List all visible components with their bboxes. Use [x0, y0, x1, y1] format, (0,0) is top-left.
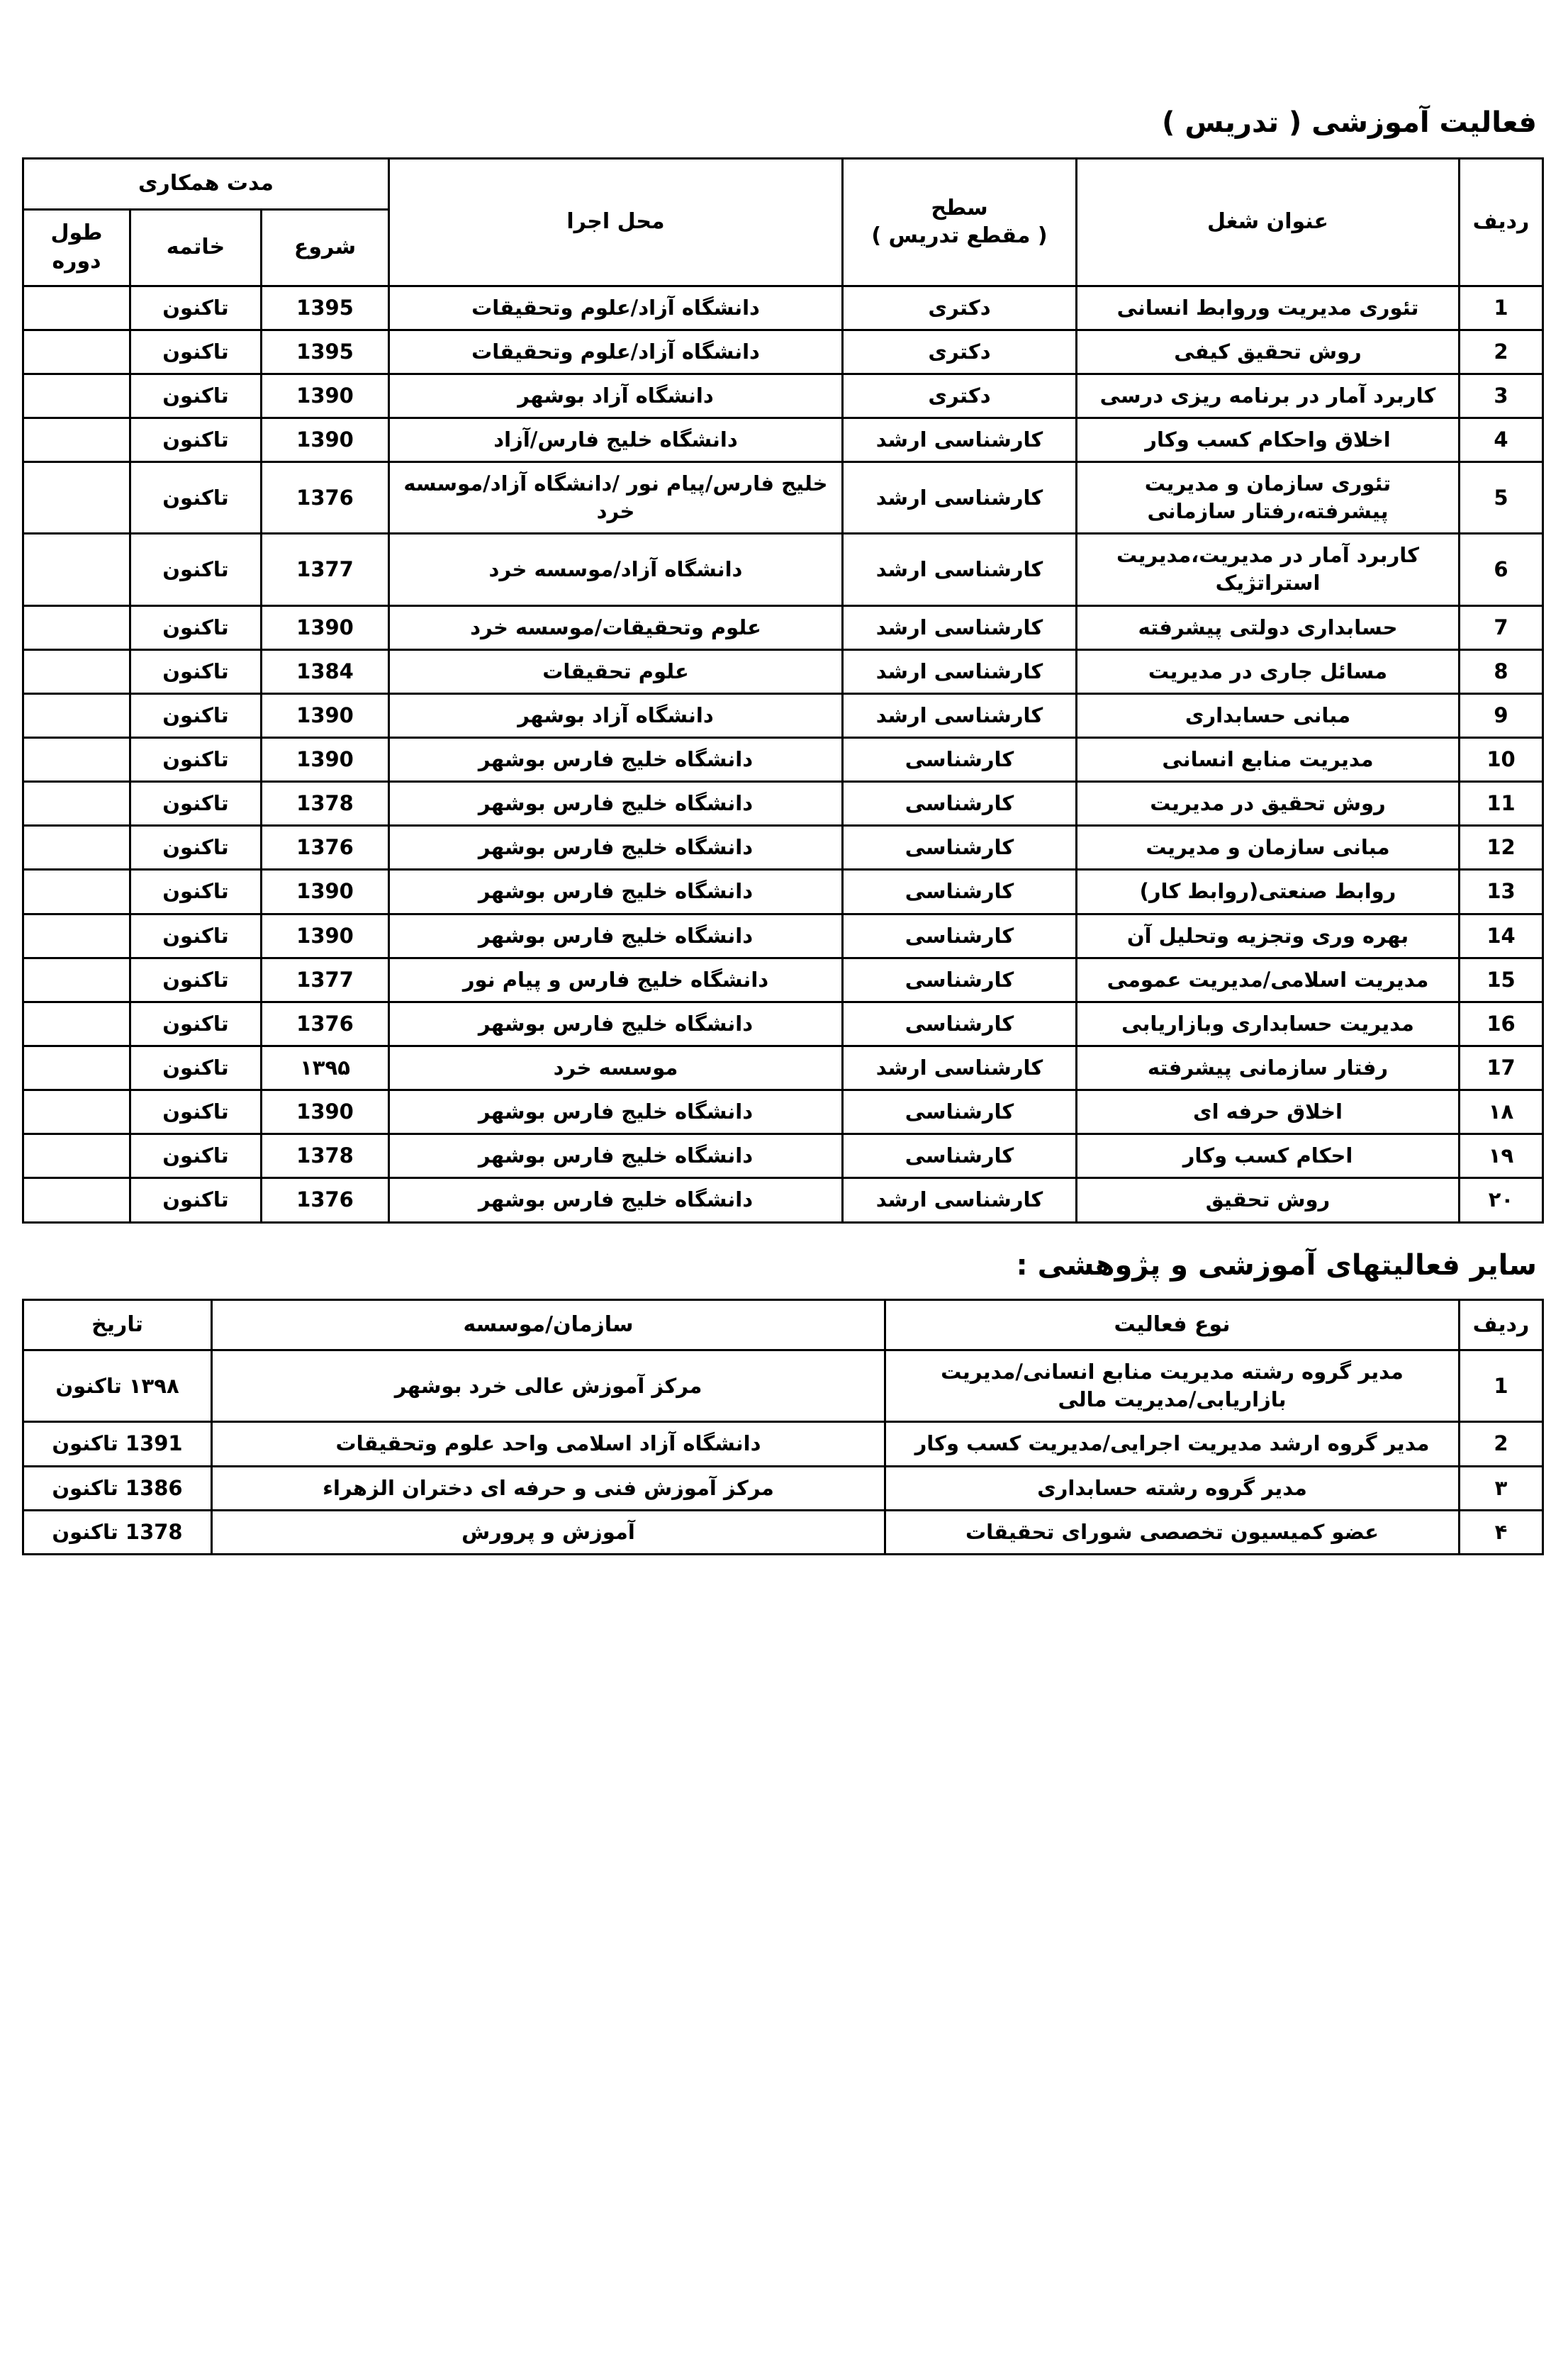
table-row	[23, 374, 1542, 418]
table-row	[23, 1466, 1543, 1510]
table-row	[23, 1350, 1543, 1422]
cell-radif: 12	[1460, 826, 1543, 870]
cell-place: دانشگاه آزاد/موسسه خرد	[389, 534, 843, 605]
cell-duration	[23, 418, 130, 461]
cell-job-title: روش تحقیق کیفی	[1077, 330, 1460, 374]
cell-level: کارشناسی	[843, 870, 1077, 914]
cell-date: 1386 تاکنون	[23, 1466, 212, 1510]
cell-job-title: مبانی سازمان و مدیریت	[1077, 826, 1460, 870]
cell-radif: 16	[1460, 1002, 1543, 1046]
cell-radif: 5	[1460, 462, 1543, 534]
cell-start: 1390	[262, 1090, 389, 1134]
cell-job-title: روش تحقیق	[1077, 1178, 1460, 1222]
cell-end: تاکنون	[130, 462, 262, 534]
table-row	[23, 738, 1542, 782]
cell-place: دانشگاه خلیج فارس بوشهر	[389, 1090, 843, 1134]
cell-job-title: مدیریت حسابداری وبازاریابی	[1077, 1002, 1460, 1046]
header-activity-type: نوع فعالیت	[885, 1299, 1460, 1350]
cell-radif: 13	[1460, 870, 1543, 914]
cell-duration	[23, 826, 130, 870]
cell-level: کارشناسی ارشد	[843, 1046, 1077, 1090]
cell-place: خلیج فارس/پیام نور /دانشگاه آزاد/موسسه خرد	[389, 462, 843, 534]
table-row	[23, 870, 1542, 914]
cell-start: 1376	[262, 462, 389, 534]
cell-radif: 9	[1460, 693, 1543, 737]
cell-job-title: روابط صنعتی(روابط کار)	[1077, 870, 1460, 914]
cell-start: 1390	[262, 870, 389, 914]
cell-duration	[23, 1002, 130, 1046]
cell-place: دانشگاه آزاد/علوم وتحقیقات	[389, 286, 843, 330]
cell-duration	[23, 693, 130, 737]
table-row	[23, 605, 1542, 649]
header-place: محل اجرا	[389, 159, 843, 286]
cell-duration	[23, 1178, 130, 1222]
header-level	[843, 159, 1077, 286]
other-activities-section-title: سایر فعالیتهای آموزشی و پژوهشی :	[1016, 1248, 1537, 1282]
cell-job-title: احکام کسب وکار	[1077, 1134, 1460, 1178]
table-row	[23, 826, 1542, 870]
cell-level: کارشناسی	[843, 826, 1077, 870]
cell-end: تاکنون	[130, 870, 262, 914]
cell-organization: دانشگاه آزاد اسلامی واحد علوم وتحقیقات	[212, 1422, 885, 1466]
header-job-title: عنوان شغل	[1077, 159, 1460, 286]
other-activities-table	[22, 1299, 1544, 1555]
cell-end: تاکنون	[130, 649, 262, 693]
cell-duration	[23, 605, 130, 649]
cell-end: تاکنون	[130, 826, 262, 870]
cell-radif: 11	[1460, 782, 1543, 826]
table-header-row-top	[23, 159, 1542, 210]
table-row	[23, 534, 1542, 605]
cell-start: 1390	[262, 914, 389, 958]
cell-start: 1378	[262, 782, 389, 826]
header-organization: سازمان/موسسه	[212, 1299, 885, 1350]
cell-job-title: مبانی حسابداری	[1077, 693, 1460, 737]
cell-start: 1390	[262, 738, 389, 782]
cell-place: علوم تحقیقات	[389, 649, 843, 693]
cell-start: 1378	[262, 1134, 389, 1178]
cell-place: دانشگاه خلیج فارس بوشهر	[389, 870, 843, 914]
cell-end: تاکنون	[130, 1134, 262, 1178]
cell-job-title: رفتار سازمانی پیشرفته	[1077, 1046, 1460, 1090]
cell-duration	[23, 330, 130, 374]
cell-duration	[23, 286, 130, 330]
cell-job-title: تئوری مدیریت وروابط انسانی	[1077, 286, 1460, 330]
other-table-body	[23, 1350, 1543, 1555]
cell-activity-type: عضو کمیسیون تخصصی شورای تحقیقات	[885, 1510, 1460, 1554]
cell-radif: 1	[1460, 1350, 1543, 1422]
cell-start: ۱۳۹۵	[262, 1046, 389, 1090]
cell-end: تاکنون	[130, 605, 262, 649]
teaching-activity-table	[22, 157, 1544, 1224]
cell-place: دانشگاه خلیج فارس بوشهر	[389, 782, 843, 826]
cell-job-title: مدیریت منابع انسانی	[1077, 738, 1460, 782]
cell-level: کارشناسی ارشد	[843, 534, 1077, 605]
cell-level: دکتری	[843, 374, 1077, 418]
cell-place: دانشگاه خلیج فارس بوشهر	[389, 738, 843, 782]
cell-job-title: اخلاق حرفه ای	[1077, 1090, 1460, 1134]
cell-level: کارشناسی ارشد	[843, 649, 1077, 693]
cell-start: 1376	[262, 826, 389, 870]
cell-end: تاکنون	[130, 286, 262, 330]
cell-radif: 14	[1460, 914, 1543, 958]
cell-level: کارشناسی	[843, 958, 1077, 1002]
table-row	[23, 1510, 1543, 1554]
cell-start: 1377	[262, 958, 389, 1002]
cell-start: 1376	[262, 1178, 389, 1222]
cell-duration	[23, 738, 130, 782]
cell-end: تاکنون	[130, 374, 262, 418]
table-row	[23, 1002, 1542, 1046]
cell-level: کارشناسی ارشد	[843, 1178, 1077, 1222]
cell-start: 1395	[262, 286, 389, 330]
cell-level: کارشناسی	[843, 782, 1077, 826]
cell-duration	[23, 870, 130, 914]
table-row	[23, 1134, 1542, 1178]
cell-radif: ۴	[1460, 1510, 1543, 1554]
cell-level: کارشناسی	[843, 738, 1077, 782]
cell-duration	[23, 958, 130, 1002]
cell-level: کارشناسی ارشد	[843, 462, 1077, 534]
cell-organization: آموزش و پرورش	[212, 1510, 885, 1554]
header-level-line2: ( مقطع تدریس )	[871, 223, 1048, 249]
cell-activity-type: مدیر گروه ارشد مدیریت اجرایی/مدیریت کسب وکار	[885, 1422, 1460, 1466]
cell-job-title: کاربرد آمار در برنامه ریزی درسی	[1077, 374, 1460, 418]
cell-start: 1384	[262, 649, 389, 693]
cell-job-title: حسابداری دولتی پیشرفته	[1077, 605, 1460, 649]
cell-place: دانشگاه خلیج فارس/آزاد	[389, 418, 843, 461]
cell-duration	[23, 374, 130, 418]
cell-radif: 2	[1460, 330, 1543, 374]
cell-level: کارشناسی ارشد	[843, 693, 1077, 737]
table-row	[23, 1178, 1542, 1222]
cell-organization: مرکز آموزش فنی و حرفه ای دختران الزهراء	[212, 1466, 885, 1510]
cell-duration	[23, 1090, 130, 1134]
cell-end: تاکنون	[130, 1178, 262, 1222]
cell-job-title: اخلاق واحکام کسب وکار	[1077, 418, 1460, 461]
header-duration: طول دوره	[23, 209, 130, 286]
cell-date: ۱۳۹۸ تاکنون	[23, 1350, 212, 1422]
cell-radif: 1	[1460, 286, 1543, 330]
cell-duration	[23, 1134, 130, 1178]
table-row	[23, 330, 1542, 374]
cell-place: دانشگاه آزاد/علوم وتحقیقات	[389, 330, 843, 374]
cell-start: 1390	[262, 418, 389, 461]
cell-radif: 6	[1460, 534, 1543, 605]
cell-radif: 17	[1460, 1046, 1543, 1090]
header-level-line1: سطح	[931, 196, 988, 221]
cell-radif: 7	[1460, 605, 1543, 649]
header-radif-other: ردیف	[1460, 1299, 1543, 1350]
cell-radif: 2	[1460, 1422, 1543, 1466]
cell-end: تاکنون	[130, 1046, 262, 1090]
cell-end: تاکنون	[130, 418, 262, 461]
teaching-table-body	[23, 286, 1542, 1222]
header-radif: ردیف	[1460, 159, 1543, 286]
cell-job-title: کاربرد آمار در مدیریت،مدیریت استراتژیک	[1077, 534, 1460, 605]
header-date: تاریخ	[23, 1299, 212, 1350]
cell-radif: 8	[1460, 649, 1543, 693]
cell-start: 1390	[262, 605, 389, 649]
table-row	[23, 286, 1542, 330]
cell-end: تاکنون	[130, 738, 262, 782]
cell-radif: ۱۸	[1460, 1090, 1543, 1134]
cell-job-title: بهره وری وتجزیه وتحلیل آن	[1077, 914, 1460, 958]
table-row	[23, 1046, 1542, 1090]
cell-date: 1391 تاکنون	[23, 1422, 212, 1466]
cell-duration	[23, 462, 130, 534]
cell-duration	[23, 914, 130, 958]
table-row	[23, 914, 1542, 958]
table-row	[23, 418, 1542, 461]
cell-radif: ۳	[1460, 1466, 1543, 1510]
cell-place: دانشگاه آزاد بوشهر	[389, 693, 843, 737]
header-start: شروع	[262, 209, 389, 286]
cell-end: تاکنون	[130, 914, 262, 958]
cell-place: دانشگاه خلیج فارس بوشهر	[389, 914, 843, 958]
cell-end: تاکنون	[130, 693, 262, 737]
cell-level: دکتری	[843, 286, 1077, 330]
cell-level: کارشناسی	[843, 1134, 1077, 1178]
cell-activity-type: مدیر گروه رشته حسابداری	[885, 1466, 1460, 1510]
table-row	[23, 1090, 1542, 1134]
cell-level: کارشناسی	[843, 1090, 1077, 1134]
cell-end: تاکنون	[130, 958, 262, 1002]
cell-radif: 10	[1460, 738, 1543, 782]
cell-level: کارشناسی ارشد	[843, 418, 1077, 461]
cell-level: دکتری	[843, 330, 1077, 374]
table-row	[23, 693, 1542, 737]
cell-start: 1395	[262, 330, 389, 374]
cell-level: کارشناسی ارشد	[843, 605, 1077, 649]
table-row	[23, 1422, 1543, 1466]
cell-job-title: روش تحقیق در مدیریت	[1077, 782, 1460, 826]
table-row	[23, 649, 1542, 693]
cell-start: 1377	[262, 534, 389, 605]
cell-place: دانشگاه خلیج فارس و پیام نور	[389, 958, 843, 1002]
cell-level: کارشناسی	[843, 1002, 1077, 1046]
cell-start: 1390	[262, 693, 389, 737]
cell-radif: ۲۰	[1460, 1178, 1543, 1222]
cell-duration	[23, 649, 130, 693]
cell-organization: مرکز آموزش عالی خرد بوشهر	[212, 1350, 885, 1422]
cell-duration	[23, 1046, 130, 1090]
cell-place: علوم وتحقیقات/موسسه خرد	[389, 605, 843, 649]
table-row	[23, 782, 1542, 826]
cell-radif: 4	[1460, 418, 1543, 461]
cell-end: تاکنون	[130, 330, 262, 374]
cell-activity-type: مدیر گروه رشته مدیریت منابع انسانی/مدیریت بازاریابی/مدیریت مالی	[885, 1350, 1460, 1422]
cell-end: تاکنون	[130, 1002, 262, 1046]
cell-level: کارشناسی	[843, 914, 1077, 958]
cell-place: دانشگاه آزاد بوشهر	[389, 374, 843, 418]
table-row	[23, 958, 1542, 1002]
cell-start: 1376	[262, 1002, 389, 1046]
cell-place: دانشگاه خلیج فارس بوشهر	[389, 1134, 843, 1178]
cell-place: دانشگاه خلیج فارس بوشهر	[389, 1002, 843, 1046]
cell-job-title: مدیریت اسلامی/مدیریت عمومی	[1077, 958, 1460, 1002]
header-cooperation-duration: مدت همکاری	[23, 159, 388, 210]
cell-duration	[23, 782, 130, 826]
cell-radif: 15	[1460, 958, 1543, 1002]
cell-date: 1378 تاکنون	[23, 1510, 212, 1554]
cell-place: دانشگاه خلیج فارس بوشهر	[389, 826, 843, 870]
cell-end: تاکنون	[130, 782, 262, 826]
cell-place: موسسه خرد	[389, 1046, 843, 1090]
cell-end: تاکنون	[130, 1090, 262, 1134]
cell-job-title: تئوری سازمان و مدیریت پیشرفته،رفتار سازمانی	[1077, 462, 1460, 534]
table-row	[23, 462, 1542, 534]
other-table-header-row	[23, 1299, 1543, 1350]
teaching-section-title: فعالیت آموزشی ( تدریس )	[1162, 106, 1537, 139]
header-end: خاتمه	[130, 209, 262, 286]
cell-radif: ۱۹	[1460, 1134, 1543, 1178]
cell-start: 1390	[262, 374, 389, 418]
cell-place: دانشگاه خلیج فارس بوشهر	[389, 1178, 843, 1222]
cell-duration	[23, 534, 130, 605]
cell-job-title: مسائل جاری در مدیریت	[1077, 649, 1460, 693]
cell-end: تاکنون	[130, 534, 262, 605]
cell-radif: 3	[1460, 374, 1543, 418]
